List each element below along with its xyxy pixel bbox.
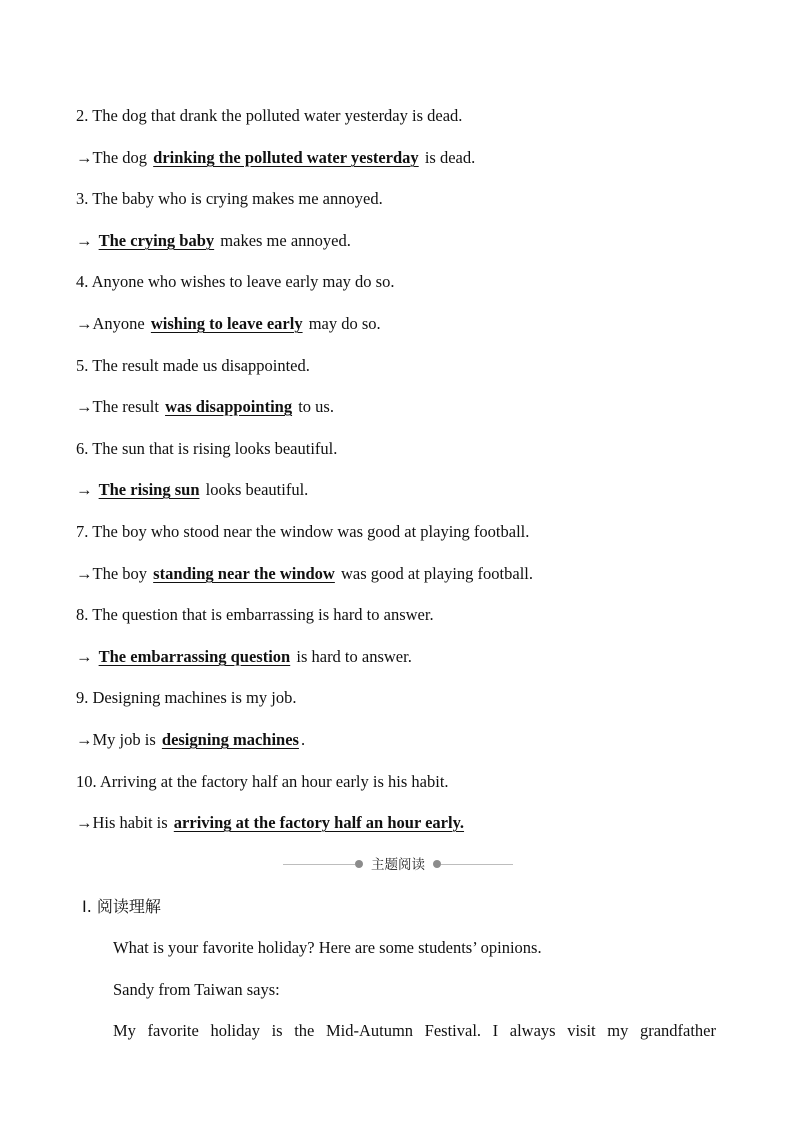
- exercise-question: 2. The dog that drank the polluted water yesterday is dead.: [76, 106, 463, 125]
- answer-fill: The rising sun: [98, 480, 200, 499]
- answer-fill: standing near the window: [153, 564, 335, 583]
- answer-fill: The crying baby: [98, 231, 215, 250]
- answer-prefix: →: [76, 647, 97, 666]
- answer-fill: wishing to leave early: [150, 314, 303, 333]
- exercise-answer: [76, 729, 305, 751]
- exercise-question: 5. The result made us disappointed.: [76, 356, 310, 375]
- divider-dot-right: [433, 860, 441, 868]
- exercise-answer: [76, 646, 412, 668]
- exercise-answer: [76, 479, 308, 501]
- exercise-answer: [76, 230, 351, 252]
- exercise-question: 6. The sun that is rising looks beautiful.: [76, 439, 338, 458]
- exercise-question: 8. The question that is embarrassing is hard to answer.: [76, 605, 434, 624]
- exercise-question: 7. The boy who stood near the window was good at playing football.: [76, 522, 530, 541]
- exercise-answer: [76, 563, 533, 585]
- answer-suffix: looks beautiful.: [201, 480, 309, 499]
- answer-prefix: →My job is: [76, 730, 160, 749]
- reading-paragraph: What is your favorite holiday? Here are some students’ opinions.: [113, 938, 542, 957]
- divider-rule-right: [441, 864, 513, 865]
- section-heading: Ⅰ. 阅读理解: [82, 897, 161, 916]
- answer-prefix: →: [76, 480, 97, 499]
- answer-prefix: →His habit is: [76, 813, 172, 832]
- exercise-question: 9. Designing machines is my job.: [76, 688, 297, 707]
- divider-title: 主题阅读: [371, 857, 425, 873]
- answer-fill: designing machines: [161, 730, 299, 749]
- exercise-question: 10. Arriving at the factory half an hour early is his habit.: [76, 772, 449, 791]
- answer-prefix: →Anyone: [76, 314, 149, 333]
- answer-fill: The embarrassing question: [98, 647, 291, 666]
- section-divider: [283, 856, 513, 874]
- answer-suffix: to us.: [294, 397, 334, 416]
- reading-paragraph: My favorite holiday is the Mid-Autumn Festival. I always visit my grandfather: [113, 1021, 716, 1040]
- exercise-question: 3. The baby who is crying makes me annoyed.: [76, 189, 383, 208]
- answer-prefix: →: [76, 231, 97, 250]
- exercise-answer: [76, 396, 334, 418]
- answer-fill: drinking the polluted water yesterday: [153, 148, 419, 167]
- exercise-answer: [76, 147, 475, 169]
- answer-prefix: →The dog: [76, 148, 152, 167]
- answer-fill: arriving at the factory half an hour early.: [173, 813, 465, 832]
- exercise-answer: [76, 313, 381, 335]
- answer-suffix: is hard to answer.: [292, 647, 412, 666]
- divider-rule-left: [283, 864, 355, 865]
- answer-fill: was disappointing: [165, 397, 293, 416]
- answer-prefix: →The boy: [76, 564, 152, 583]
- exercise-question: 4. Anyone who wishes to leave early may do so.: [76, 272, 395, 291]
- answer-suffix: is dead.: [420, 148, 476, 167]
- answer-suffix: makes me annoyed.: [216, 231, 351, 250]
- answer-suffix: may do so.: [304, 314, 381, 333]
- divider-dot-left: [355, 860, 363, 868]
- answer-prefix: →The result: [76, 397, 164, 416]
- reading-paragraph: Sandy from Taiwan says:: [113, 980, 280, 999]
- answer-suffix: was good at playing football.: [336, 564, 533, 583]
- answer-suffix: .: [300, 730, 306, 749]
- exercise-answer: [76, 812, 466, 834]
